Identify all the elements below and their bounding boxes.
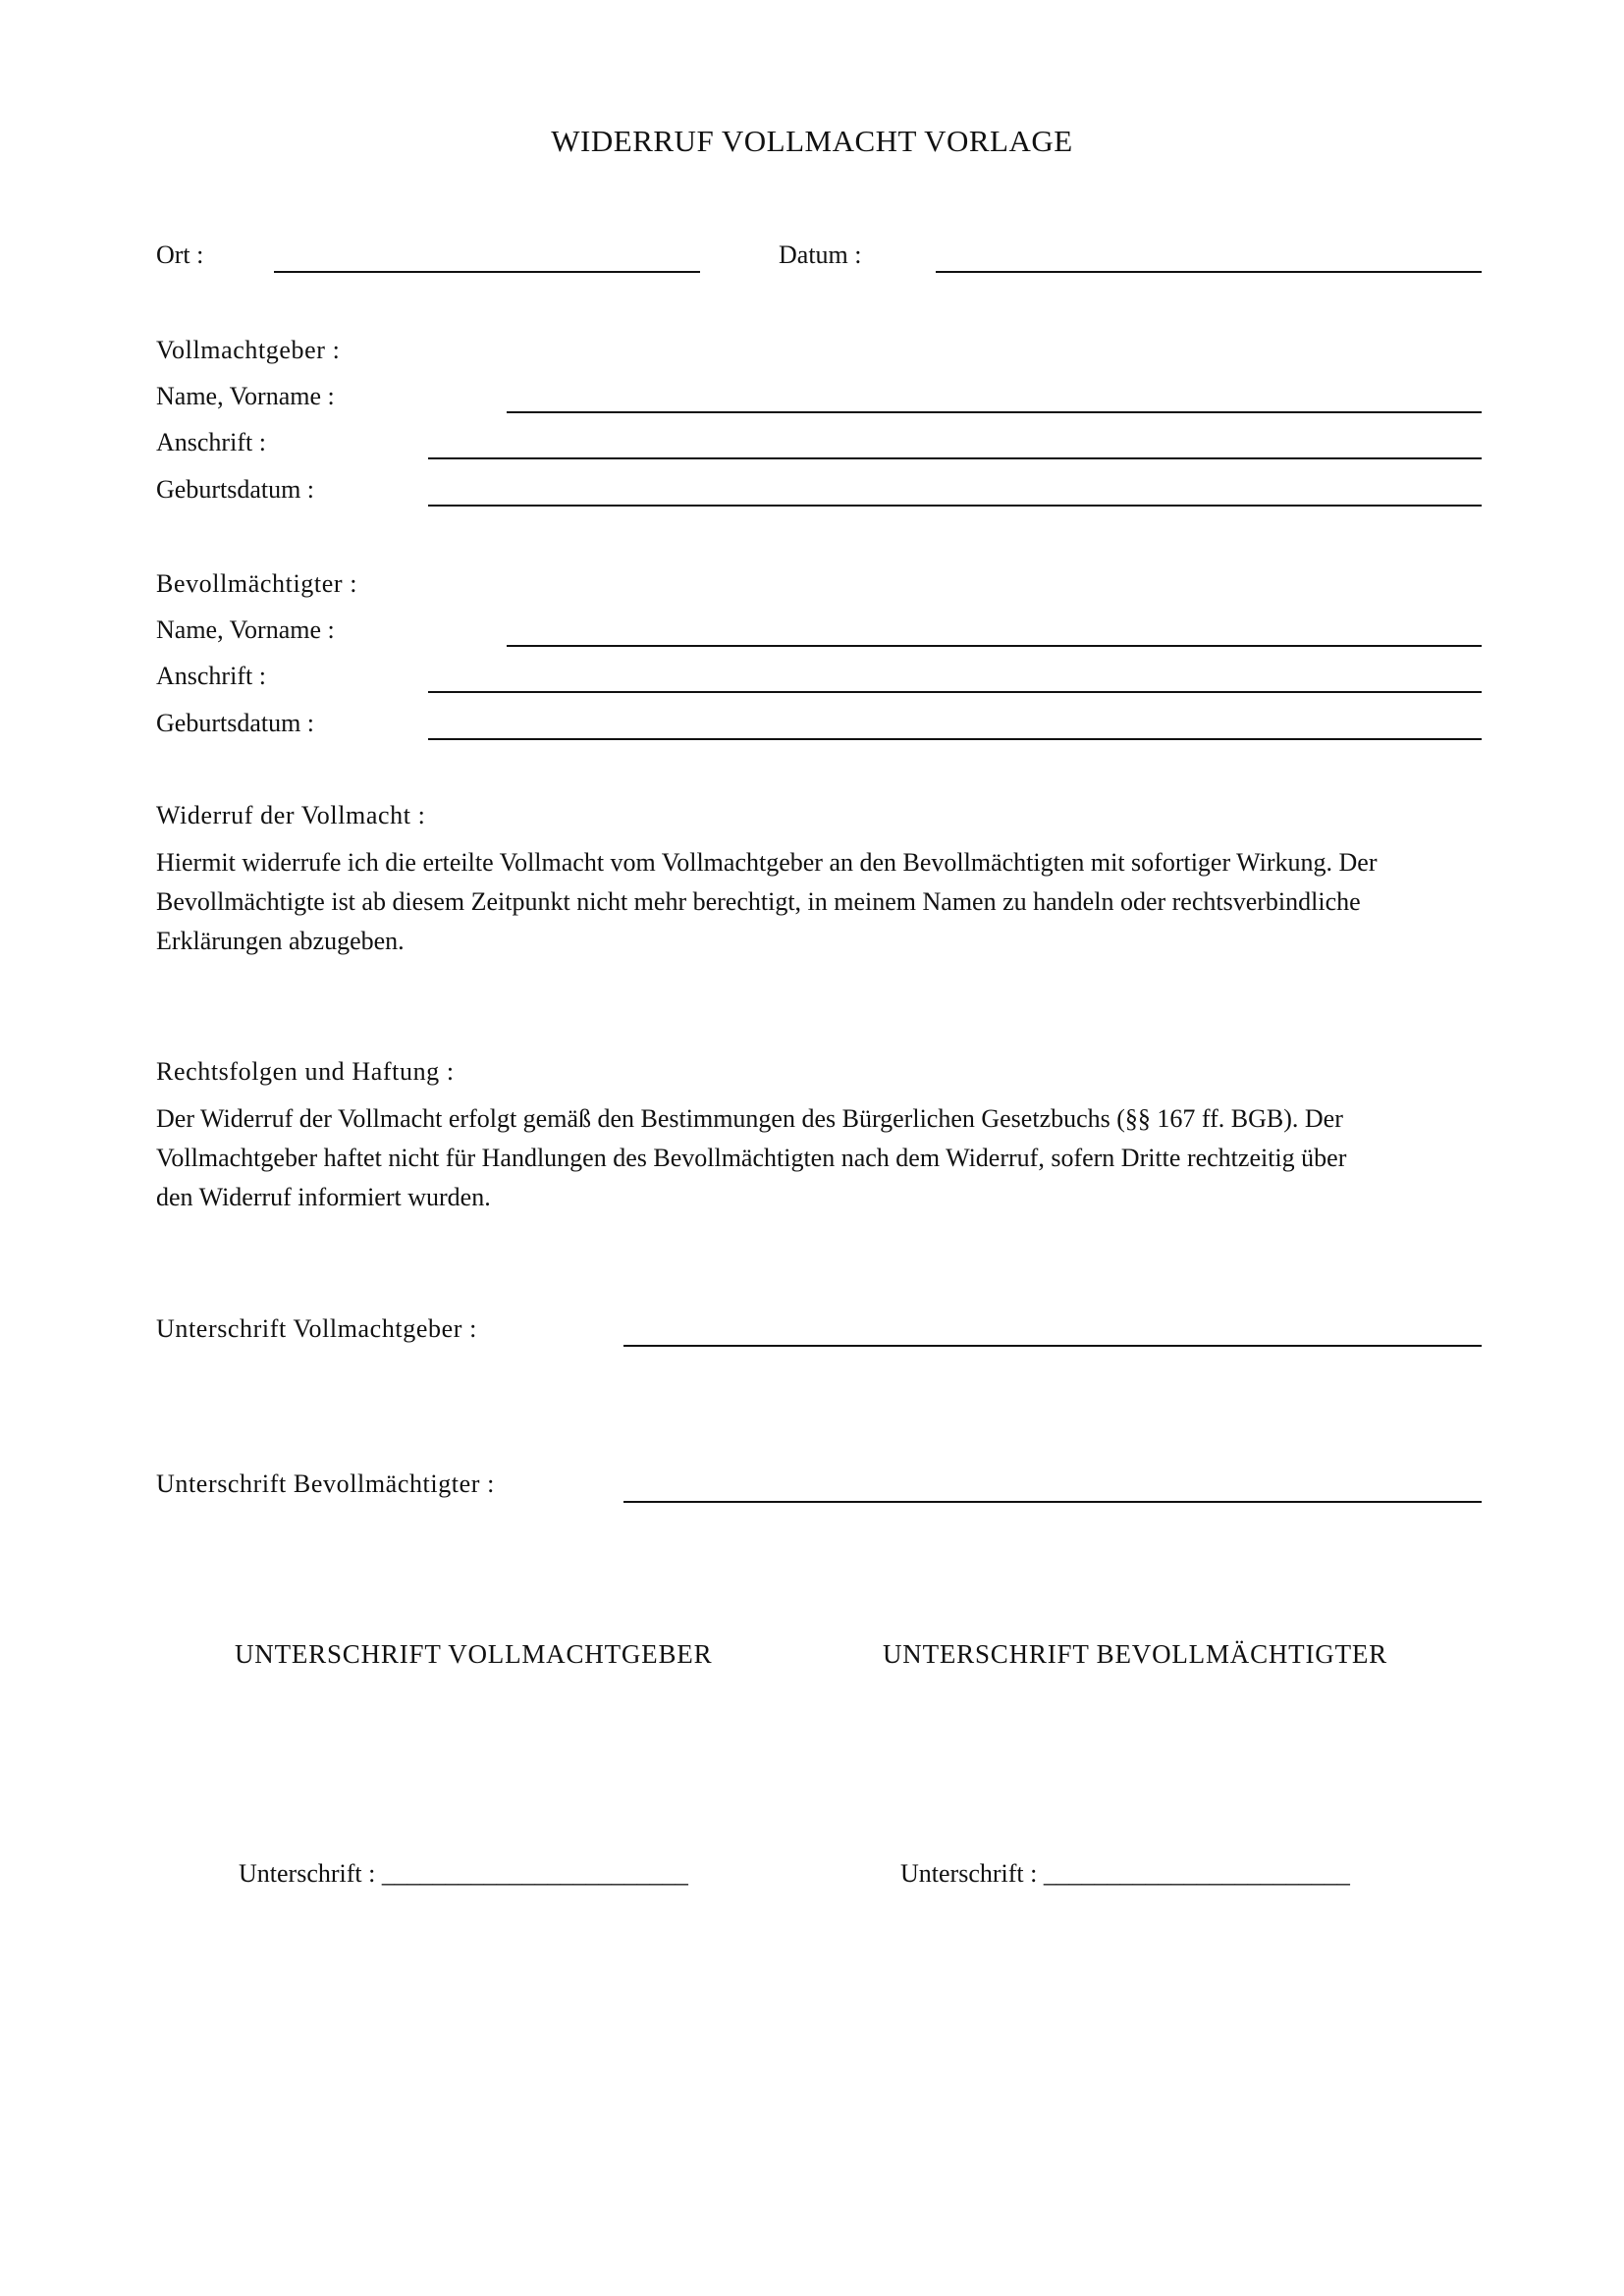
widerruf-line: Erklärungen abzugeben. <box>156 927 405 955</box>
bevollmaechtigter-name-line[interactable] <box>507 645 1482 647</box>
unterschrift-bevollmaechtigter-line[interactable] <box>623 1501 1482 1503</box>
unterschrift-bevollmaechtigter-label: Unterschrift Bevollmächtigter : <box>156 1469 495 1498</box>
unterschrift-vollmachtgeber-label: Unterschrift Vollmachtgeber : <box>156 1314 477 1343</box>
vollmachtgeber-geburtsdatum-line[interactable] <box>428 505 1482 507</box>
bevollmaechtigter-heading: Bevollmächtigter : <box>156 569 358 598</box>
document-title: WIDERRUF VOLLMACHT VORLAGE <box>551 124 1073 158</box>
rechtsfolgen-line: den Widerruf informiert wurden. <box>156 1183 491 1211</box>
rechtsfolgen-heading: Rechtsfolgen und Haftung : <box>156 1057 455 1086</box>
vollmachtgeber-anschrift-line[interactable] <box>428 457 1482 459</box>
bevollmaechtigter-geburtsdatum-label: Geburtsdatum : <box>156 709 315 737</box>
vollmachtgeber-anschrift-label: Anschrift : <box>156 428 266 456</box>
vollmachtgeber-geburtsdatum-label: Geburtsdatum : <box>156 475 315 504</box>
datum-label: Datum : <box>779 240 862 269</box>
bevollmaechtigter-name-label: Name, Vorname : <box>156 615 335 644</box>
rechtsfolgen-line: Vollmachtgeber haftet nicht für Handlungen des Bevollmächtigten nach dem Widerruf, sofern Dritte rechtzeitig über <box>156 1144 1347 1172</box>
ort-label: Ort : <box>156 240 204 269</box>
signature-block-left-line[interactable]: Unterschrift : ________________________ <box>239 1859 688 1888</box>
vollmachtgeber-heading: Vollmachtgeber : <box>156 336 341 364</box>
datum-field-line[interactable] <box>936 271 1482 273</box>
bevollmaechtigter-anschrift-line[interactable] <box>428 691 1482 693</box>
unterschrift-vollmachtgeber-line[interactable] <box>623 1345 1482 1347</box>
rechtsfolgen-line: Der Widerruf der Vollmacht erfolgt gemäß den Bestimmungen des Bürgerlichen Gesetzbuchs (§§ 167 ff. BGB). Der <box>156 1104 1343 1133</box>
widerruf-line: Hiermit widerrufe ich die erteilte Vollmacht vom Vollmachtgeber an den Bevollmächtigten mit sofortiger Wirkung. Der <box>156 848 1378 877</box>
bevollmaechtigter-geburtsdatum-line[interactable] <box>428 738 1482 740</box>
signature-block-right-heading: UNTERSCHRIFT BEVOLLMÄCHTIGTER <box>883 1639 1387 1669</box>
widerruf-paragraph <box>156 843 1491 961</box>
vollmachtgeber-name-label: Name, Vorname : <box>156 382 335 410</box>
signature-block-left-heading: UNTERSCHRIFT VOLLMACHTGEBER <box>235 1639 713 1669</box>
signature-block-right-line[interactable]: Unterschrift : ________________________ <box>900 1859 1350 1888</box>
bevollmaechtigter-anschrift-label: Anschrift : <box>156 662 266 690</box>
ort-field-line[interactable] <box>274 271 700 273</box>
rechtsfolgen-paragraph <box>156 1099 1491 1217</box>
widerruf-line: Bevollmächtigte ist ab diesem Zeitpunkt nicht mehr berechtigt, in meinem Namen zu handeln oder rechtsverbindliche <box>156 887 1361 916</box>
vollmachtgeber-name-line[interactable] <box>507 411 1482 413</box>
widerruf-heading: Widerruf der Vollmacht : <box>156 801 426 829</box>
